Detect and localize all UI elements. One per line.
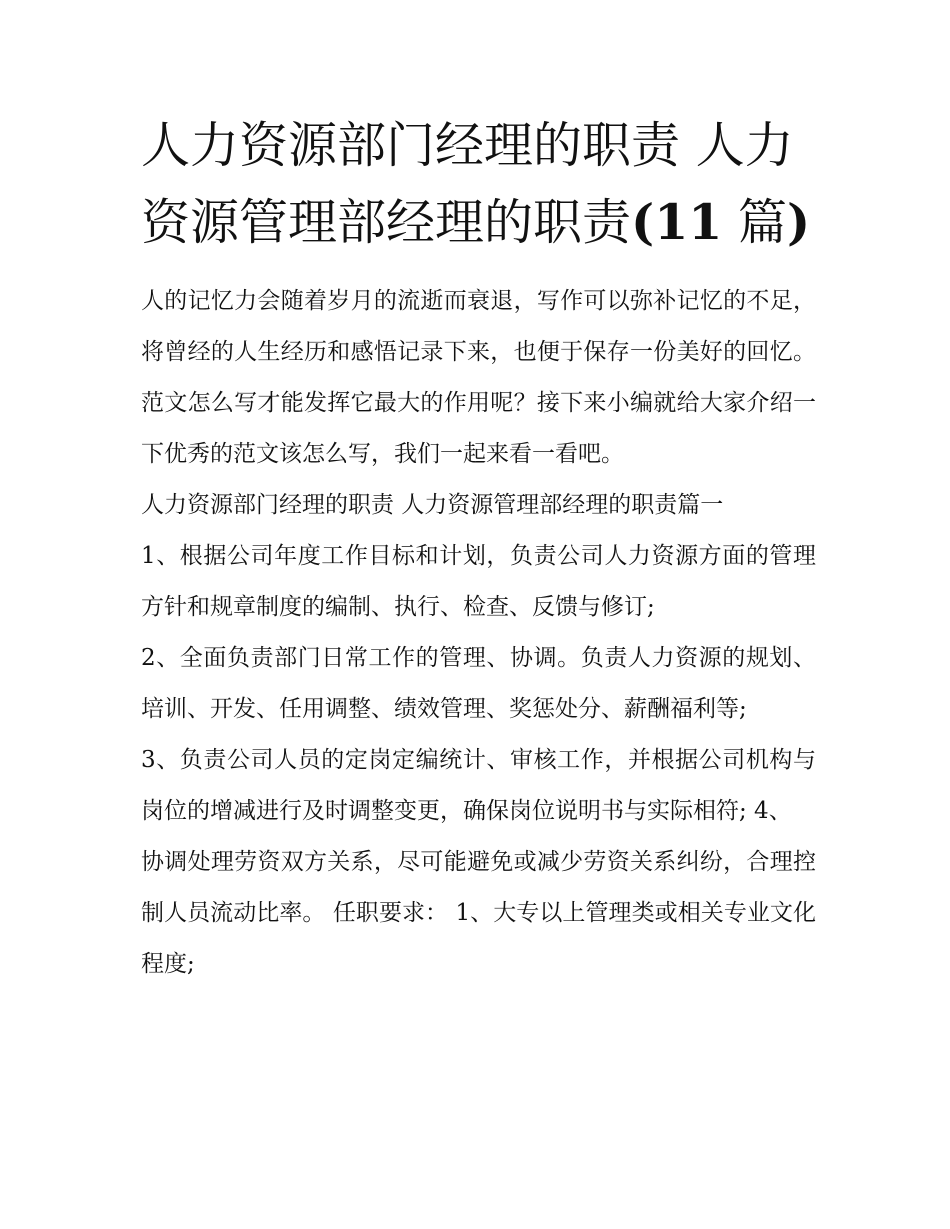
intro-paragraph: 人的记忆力会随着岁月的流逝而衰退，写作可以弥补记忆的不足，将曾经的人生经历和感悟记录下来，也便于保存一份美好的回忆。范文怎么写才能发挥它最大的作用呢？接下来小编就给大家介绍一下优秀的范文该怎么写，我们一起来看一看吧。 [141, 288, 816, 467]
title-text: 人力资源部门经理的职责 人力资源管理部经理的职责 [141, 117, 794, 251]
duty-item-1: 1、根据公司年度工作目标和计划，负责公司人力资源方面的管理方针和规章制度的编制、执行、检查、反馈与修订; [141, 543, 816, 620]
duty-item-4: 协调处理劳资双方关系，尽可能避免或减少劳资关系纠纷，合理控制人员流动比率。 任职要求： 1、大专以上管理类或相关专业文化程度; [141, 849, 816, 977]
section-heading: 人力资源部门经理的职责 人力资源管理部经理的职责篇一 [141, 492, 724, 518]
title-count-unit: 篇 [722, 194, 787, 251]
document-title [141, 108, 821, 261]
title-count-close: ) [786, 193, 811, 251]
duty-item-2: 2、全面负责部门日常工作的管理、协调。负责人力资源的规划、培训、开发、任用调整、绩效管理、奖惩处分、薪酬福利等; [141, 645, 816, 722]
document-body [141, 276, 816, 990]
title-count-open: (11 [631, 193, 723, 251]
duty-item-3: 3、负责公司人员的定岗定编统计、审核工作，并根据公司机构与岗位的增减进行及时调整变更，确保岗位说明书与实际相符; 4、 [141, 747, 816, 824]
